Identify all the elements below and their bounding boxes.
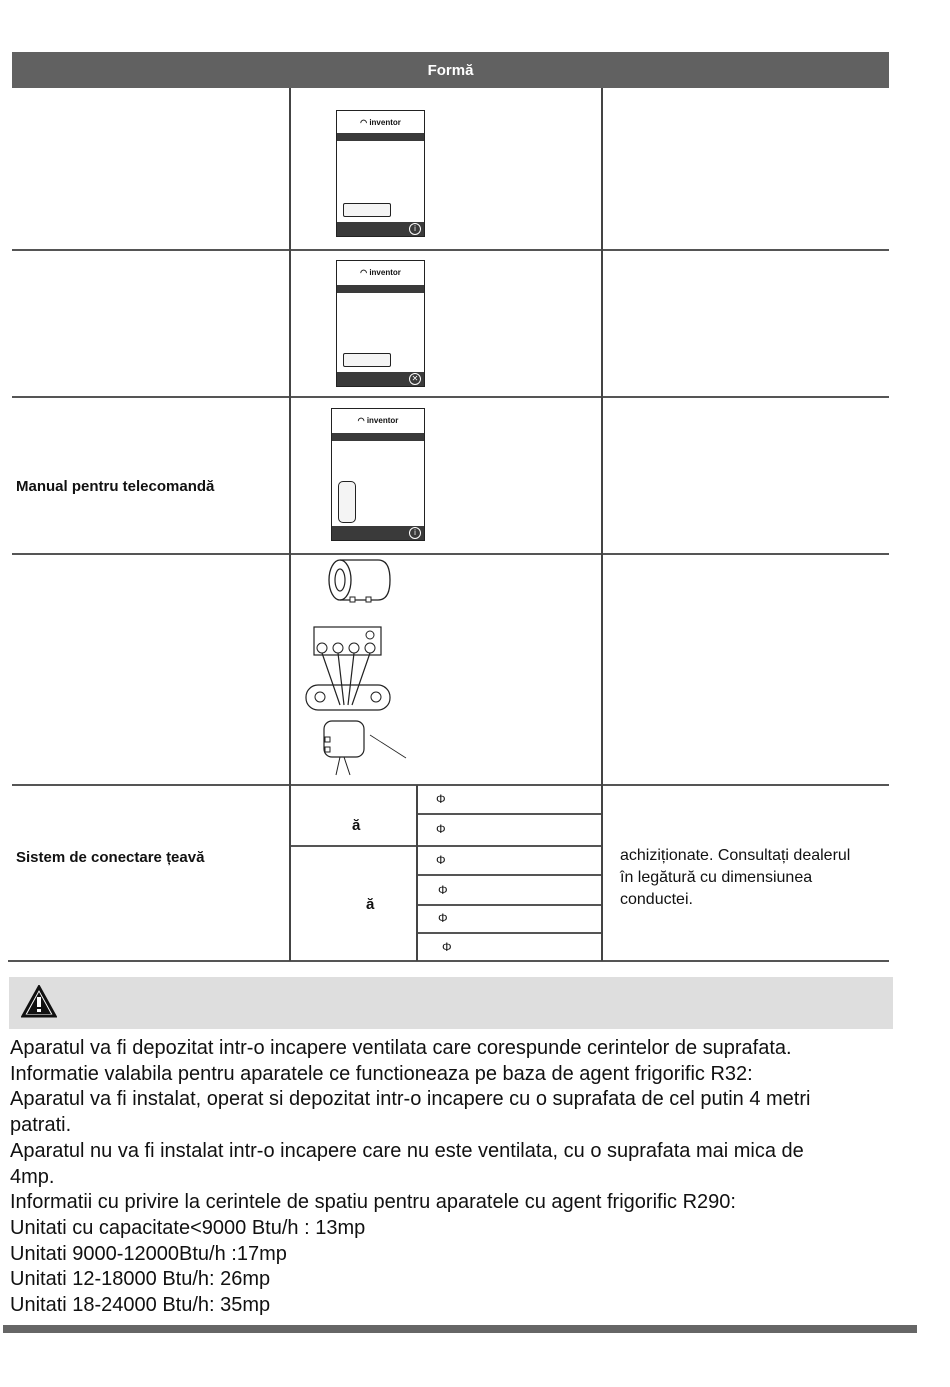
brand-logo: ◠ inventor: [357, 416, 399, 425]
warning-banner: [9, 977, 893, 1029]
column-divider: [601, 88, 603, 961]
warning-text: Aparatul va fi depozitat intr-o incapere ventilata care corespunde cerintelor de suprafata. Informatie valabila pentru aparatele ce functioneaza pe baza de agent frigorific R32: Aparatul va fi instalat, operat si depozitat intr-o incapere cu o suprafata de cel putin 4 metri patrati. Aparatul nu va fi instalat intr-o incapere care nu este ventilata, cu o suprafata mai mica de 4mp. Informatii cu privire la cerintele de spatiu pentru aparatele cu agent frigorific R290: Unitati cu capacitate<9000 Btu/h : 13mp Unitati 9000-12000Btu/h :17mp Unitati 12-18000 Btu/h: 26mp Unitati 18-24000 Btu/h: 35mp: [10, 1037, 811, 1317]
phi-symbol: Φ: [436, 853, 446, 867]
phi-symbol: Φ: [436, 792, 446, 806]
pipe-notes: achiziționate. Consultați dealerul în legătură cu dimensiunea conductei.: [620, 847, 851, 908]
phi-symbol: Φ: [442, 940, 452, 954]
pipe-group-label: ă: [366, 896, 375, 913]
pipe-group-label: ă: [352, 817, 361, 834]
row-divider: [12, 396, 889, 398]
cell-divider: [417, 874, 602, 876]
bottom-rule: [3, 1325, 917, 1333]
installation-manual-booklet: [336, 260, 425, 387]
indoor-unit-illustration: [343, 353, 391, 367]
column-divider: [416, 785, 418, 961]
row-divider: [8, 960, 889, 962]
warning-triangle-icon: [21, 985, 57, 1019]
brand-logo: ◠ inventor: [360, 268, 401, 277]
info-icon: i: [409, 223, 421, 235]
cell-divider: [290, 845, 602, 847]
row-label-remote-manual: Manual pentru telecomandă: [16, 478, 215, 495]
magnetic-ring-illustration: [300, 555, 420, 780]
cell-divider: [417, 813, 602, 815]
phi-symbol: Φ: [436, 822, 446, 836]
info-icon: i: [409, 527, 421, 539]
row-divider: [12, 784, 889, 786]
table-header: Formă: [12, 52, 889, 88]
phi-symbol: Φ: [438, 911, 448, 925]
indoor-unit-illustration: [343, 203, 391, 217]
cell-divider: [417, 932, 602, 934]
row-divider: [12, 249, 889, 251]
remote-manual-booklet: [331, 408, 425, 541]
row-label-pipe-system: Sistem de conectare țeavă: [16, 849, 205, 866]
remote-control-illustration: [338, 481, 356, 523]
row-divider: [12, 553, 889, 555]
brand-logo: ◠ inventor: [360, 118, 401, 127]
phi-symbol: Φ: [438, 883, 448, 897]
column-divider: [289, 88, 291, 961]
user-manual-booklet: [336, 110, 425, 237]
tools-icon: ✕: [409, 373, 421, 385]
cell-divider: [417, 904, 602, 906]
